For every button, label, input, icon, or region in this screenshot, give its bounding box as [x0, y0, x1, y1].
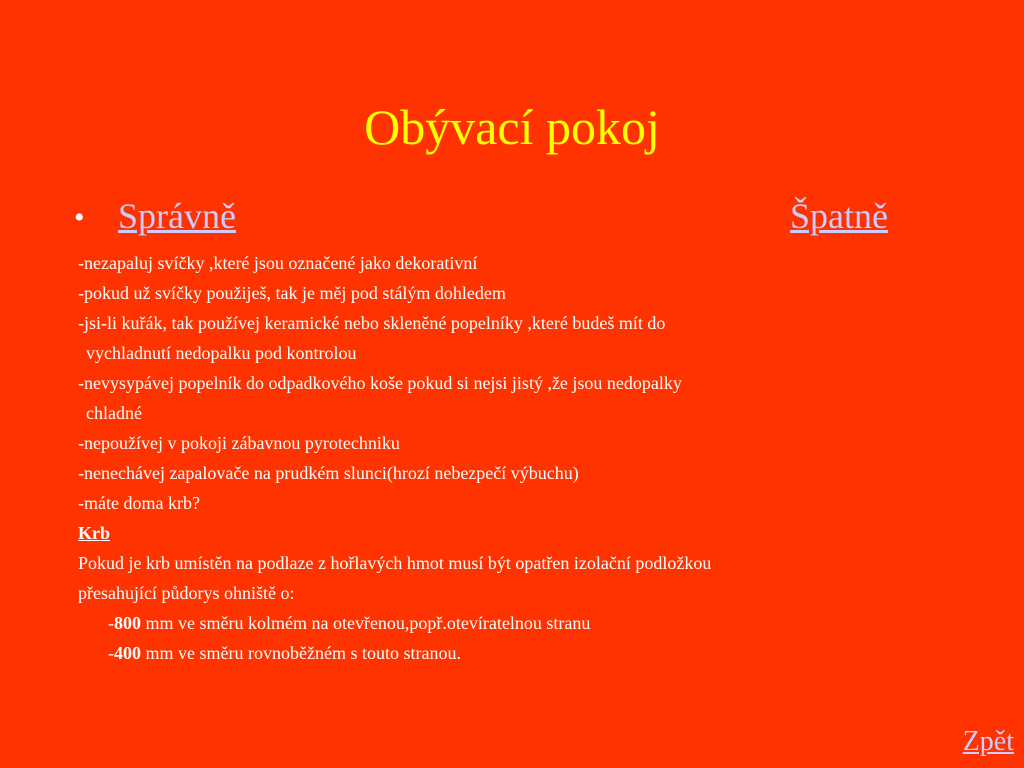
distance-value: 800: [114, 613, 141, 633]
text-line: -nenechávej zapalovače na prudkém slunci(hrozí nebezpečí výbuchu): [78, 463, 579, 483]
distance-text: mm ve směru kolmém na otevřenou,popř.otevíratelnou stranu: [141, 613, 591, 633]
text-line: vychladnutí nedopalku pod kontrolou: [86, 343, 357, 363]
text-line: -jsi-li kuřák, tak používej keramické nebo skleněné popelníky ,které budeš mít do: [78, 313, 666, 333]
correct-link[interactable]: Správně: [118, 196, 236, 236]
text-line: -nevysypávej popelník do odpadkového koše pokud si nejsi jistý ,že jsou nedopalky: [78, 373, 682, 393]
answer-links-row: [74, 195, 924, 241]
distance-line: [78, 638, 978, 668]
text-line: přesahující půdorys ohniště o:: [78, 583, 295, 603]
distance-line: [78, 608, 978, 638]
wrong-link[interactable]: Špatně: [790, 196, 888, 236]
slide-body: [78, 248, 978, 668]
text-line: -nezapaluj svíčky ,které jsou označené jako dekorativní: [78, 253, 478, 273]
krb-heading: Krb: [78, 523, 111, 543]
distance-value: 400: [114, 643, 141, 663]
distance-prefix: -: [108, 613, 114, 633]
text-line: Pokud je krb umístěn na podlaze z hořlavých hmot musí být opatřen izolační podložkou: [78, 553, 712, 573]
text-line: -nepoužívej v pokoji zábavnou pyrotechniku: [78, 433, 400, 453]
distance-prefix: -: [108, 643, 114, 663]
text-line: -máte doma krb?: [78, 493, 200, 513]
text-line: chladné: [86, 403, 142, 423]
back-link[interactable]: Zpět: [962, 726, 1014, 757]
text-line: -pokud už svíčky použiješ, tak je měj pod stálým dohledem: [78, 283, 506, 303]
bullet-icon: •: [74, 201, 85, 234]
slide-title: Obývací pokoj: [364, 99, 660, 155]
distance-text: mm ve směru rovnoběžném s touto stranou.: [141, 643, 461, 663]
